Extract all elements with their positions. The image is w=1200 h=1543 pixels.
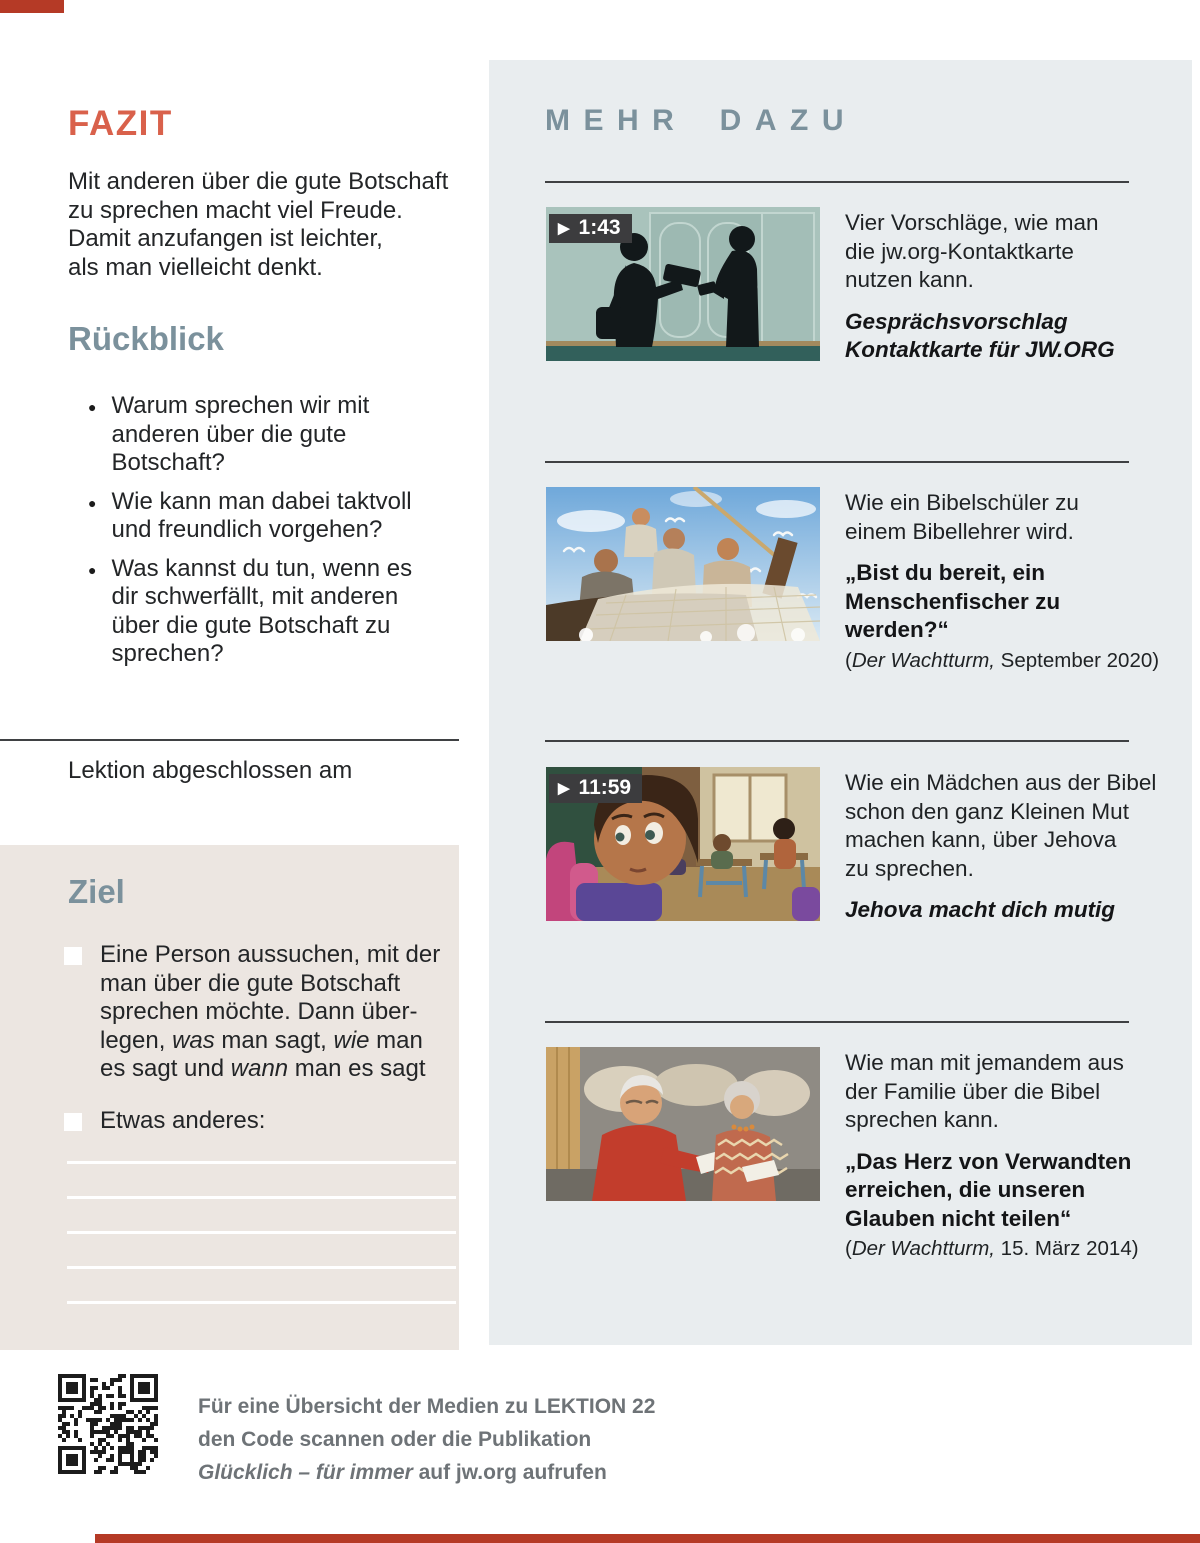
item-divider (545, 740, 1129, 742)
media-thumbnail-family-article[interactable] (546, 1047, 820, 1201)
media-title[interactable]: Jehova macht dich mutig (845, 897, 1116, 922)
goal-text: Etwas anderes: (100, 1107, 266, 1134)
media-item-2 (845, 489, 1160, 674)
play-icon: ▶ (558, 779, 570, 797)
bullet-icon: ● (88, 399, 97, 415)
media-title[interactable]: Gesprächsvorschlag Kontaktkarte für JW.ORG (845, 308, 1115, 362)
mehr-dazu-heading: MEHR DAZU (545, 104, 857, 137)
media-description: Wie ein Mädchen aus der Bibel schon den ganz Kleinen Mut machen kann, über Jehova zu sprechen. (845, 770, 1157, 881)
media-source: (Der Wachtturm, 15. März 2014) (845, 1237, 1139, 1260)
fishermen-net-illustration (546, 487, 820, 641)
footer-note-line: Für eine Übersicht der Medien zu LEKTION 22 (198, 1395, 656, 1418)
write-line[interactable] (67, 1301, 456, 1304)
media-description: Wie man mit jemandem aus der Familie über die Bibel sprechen kann. (845, 1050, 1124, 1132)
fazit-heading: FAZIT (68, 104, 173, 143)
qr-code (58, 1374, 158, 1474)
write-line[interactable] (67, 1231, 456, 1234)
write-line[interactable] (67, 1266, 456, 1269)
goal-text: Eine Person aussuchen, mit der man über die gute Botschaft sprechen möchte. Dann über- legen, was man sagt, wie man es sagt und wann man es sagt (100, 941, 441, 1082)
review-question (88, 488, 468, 545)
write-line[interactable] (67, 1161, 456, 1164)
goal-option-2 (64, 1107, 450, 1136)
bullet-icon: ● (88, 561, 97, 578)
duration-text: 11:59 (578, 776, 632, 799)
media-item-1 (845, 209, 1160, 365)
media-item-4 (845, 1049, 1160, 1262)
duration-badge (549, 774, 642, 803)
review-question-text: Warum sprechen wir mit anderen über die gute Botschaft? (111, 392, 370, 476)
footer-note (198, 1390, 655, 1489)
item-divider (545, 461, 1129, 463)
review-question (88, 555, 468, 669)
media-thumbnail-classroom-video[interactable] (546, 767, 820, 921)
media-thumbnail-doorstep-video[interactable] (546, 207, 820, 361)
media-description: Wie ein Bibelschüler zu einem Bibellehrer wird. (845, 490, 1079, 544)
review-question-list (88, 392, 468, 679)
bullet-icon: ● (88, 494, 97, 511)
media-item-3 (845, 769, 1160, 925)
duration-badge (549, 214, 632, 243)
review-question (88, 392, 468, 478)
goal-checkbox[interactable] (64, 1113, 82, 1131)
ziel-heading: Ziel (68, 873, 125, 910)
media-description: Vier Vorschläge, wie man die jw.org-Kontaktkarte nutzen kann. (845, 210, 1099, 292)
rueckblick-heading: Rückblick (68, 320, 224, 357)
review-question-text: Wie kann man dabei taktvoll und freundlich vorgehen? (111, 487, 412, 543)
play-icon: ▶ (558, 219, 570, 237)
media-title[interactable]: „Das Herz von Verwandten erreichen, die unseren Glauben nicht teilen“ (845, 1148, 1132, 1231)
elderly-couple-illustration (546, 1047, 820, 1201)
item-divider (545, 181, 1129, 183)
completion-divider (0, 739, 459, 741)
review-question-text: Was kannst du tun, wenn es dir schwerfällt, mit anderen über die gute Botschaft zu sprechen? (111, 554, 413, 667)
media-source: (Der Wachtturm, September 2020) (845, 648, 1160, 672)
write-line[interactable] (67, 1196, 456, 1199)
goal-checkbox[interactable] (64, 947, 82, 965)
media-title[interactable]: „Bist du bereit, ein Menschenfischer zu werden?“ (845, 560, 1061, 642)
footer-note-line: den Code scannen oder die Publikation (198, 1428, 592, 1451)
lesson-completed-label: Lektion abgeschlossen am (68, 757, 353, 784)
page-edge-marker-bottom (95, 1534, 1200, 1543)
fazit-text: Mit anderen über die gute Botschaft zu sprechen macht viel Freude. Damit anzufangen ist leichter, als man vielleicht denkt. (68, 168, 449, 281)
footer-note-line: Glücklich – für immer auf jw.org aufrufen (198, 1461, 607, 1484)
media-thumbnail-fishermen-article[interactable] (546, 487, 820, 641)
duration-text: 1:43 (578, 216, 621, 239)
more-media-panel (489, 60, 1192, 1345)
item-divider (545, 1021, 1129, 1023)
goal-option-1 (64, 941, 450, 1084)
goal-box (0, 845, 459, 1350)
page-edge-marker-top (0, 0, 64, 13)
